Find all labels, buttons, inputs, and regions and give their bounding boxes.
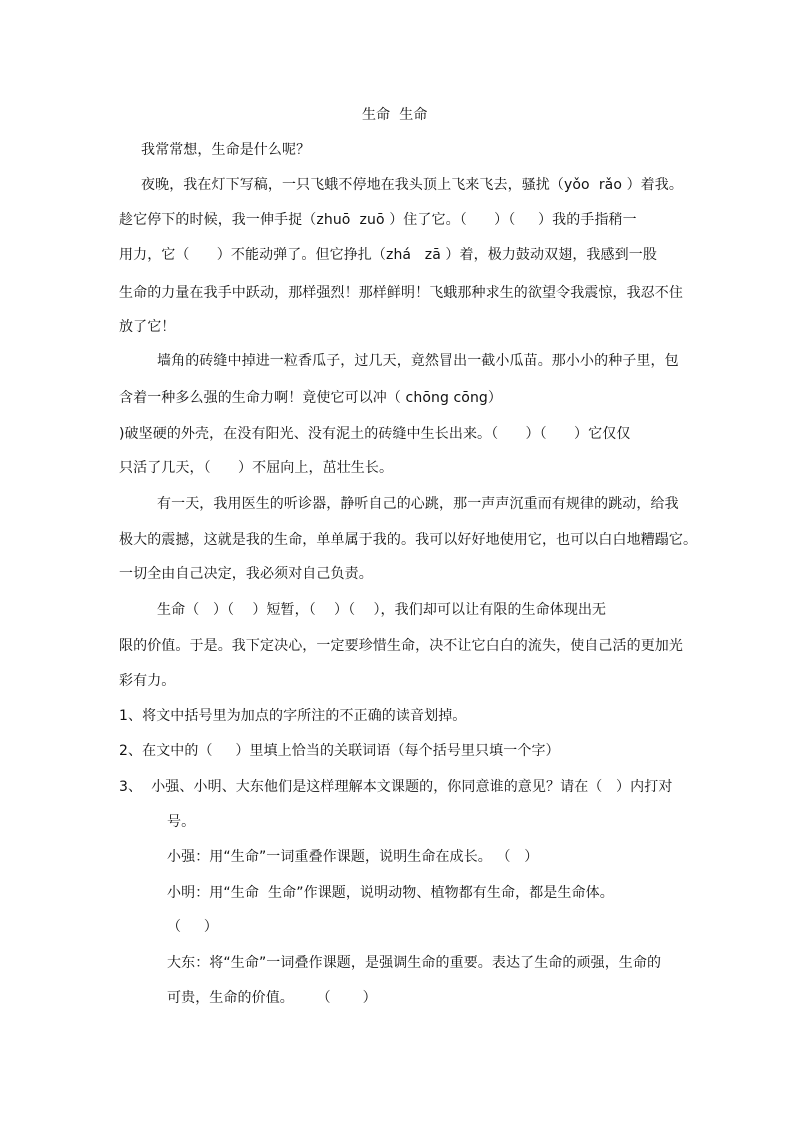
paragraph-line: 夜晚，我在灯下写稿，一只飞蛾不停地在我头顶上飞来飞去，骚扰（yǒo rǎo ）着我。 [141, 177, 683, 193]
option-xiaoming: 小明：用“生命 生命”作课题，说明动物、植物都有生命，都是生命体。 [167, 885, 614, 901]
paragraph-line: 限的价值。于是。我下定决心，一定要珍惜生命，决不让它白白的流失，使自己活的更加光 [119, 638, 683, 654]
paragraph-line: 放了它！ [119, 319, 176, 335]
option-dadong: 大东：将“生命”一词叠作课题，是强调生命的重要。表达了生命的顽强，生命的 [167, 955, 662, 971]
paragraph-line: 生命的力量在我手中跃动，那样强烈！那样鲜明！飞蛾那种求生的欲望令我震惊，我忍不住 [119, 285, 683, 301]
paragraph-line: 墙角的砖缝中掉进一粒香瓜子，过几天，竟然冒出一截小瓜苗。那小小的种子里，包 [157, 353, 679, 369]
option-dadong-continued: 可贵，生命的价值。 （ ） [167, 990, 377, 1006]
paragraph-line: 只活了几天，（ ）不屈向上，茁壮生长。 [119, 460, 394, 476]
answer-bracket: （ ） [167, 919, 218, 935]
paragraph-line: 用力，它（ ）不能动弹了。但它挣扎（zhá zā ）着，极力鼓动双翅，我感到一股 [119, 247, 657, 263]
question-2: 2、在文中的（ ）里填上恰当的关联词语（每个括号里只填一个字） [119, 743, 560, 759]
question-1: 1、将文中括号里为加点的字所注的不正确的读音划掉。 [119, 708, 467, 724]
paragraph-line: 有一天，我用医生的听诊器，静听自己的心跳，那一声声沉重而有规律的跳动，给我 [157, 496, 679, 512]
paragraph-line: )破坚硬的外壳，在没有阳光、没有泥土的砖缝中生长出来。（ ）（ ）它仅仅 [119, 426, 631, 442]
paragraph-line: 彩有力。 [119, 673, 176, 689]
paragraph-line: 生命（ ）（ ）短暂，（ ）（ ），我们却可以让有限的生命体现出无 [157, 602, 607, 618]
paragraph-line: 一切全由自己决定，我必须对自己负责。 [119, 566, 373, 582]
paragraph-line: 极大的震撼，这就是我的生命，单单属于我的。我可以好好地使用它，也可以白白地糟蹋它。 [119, 532, 698, 548]
question-3: 3、 小强、小明、大东他们是这样理解本文课题的，你同意谁的意见？请在（ ）内打对 [119, 779, 673, 795]
paragraph-line: 我常常想，生命是什么呢？ [141, 142, 311, 158]
question-3-continued: 号。 [167, 814, 196, 830]
option-xiaoqiang: 小强：用“生命”一词重叠作课题，说明生命在成长。 （ ） [167, 849, 539, 865]
paragraph-line: 含着一种多么强的生命力啊！竟使它可以冲（ chōng cōng） [119, 390, 503, 406]
paragraph-line: 趁它停下的时候，我一伸手捉（zhuō zuō ）住了它。（ ）（ ）我的手指稍一 [119, 212, 637, 228]
page-title: 生命 生命 [362, 107, 428, 123]
